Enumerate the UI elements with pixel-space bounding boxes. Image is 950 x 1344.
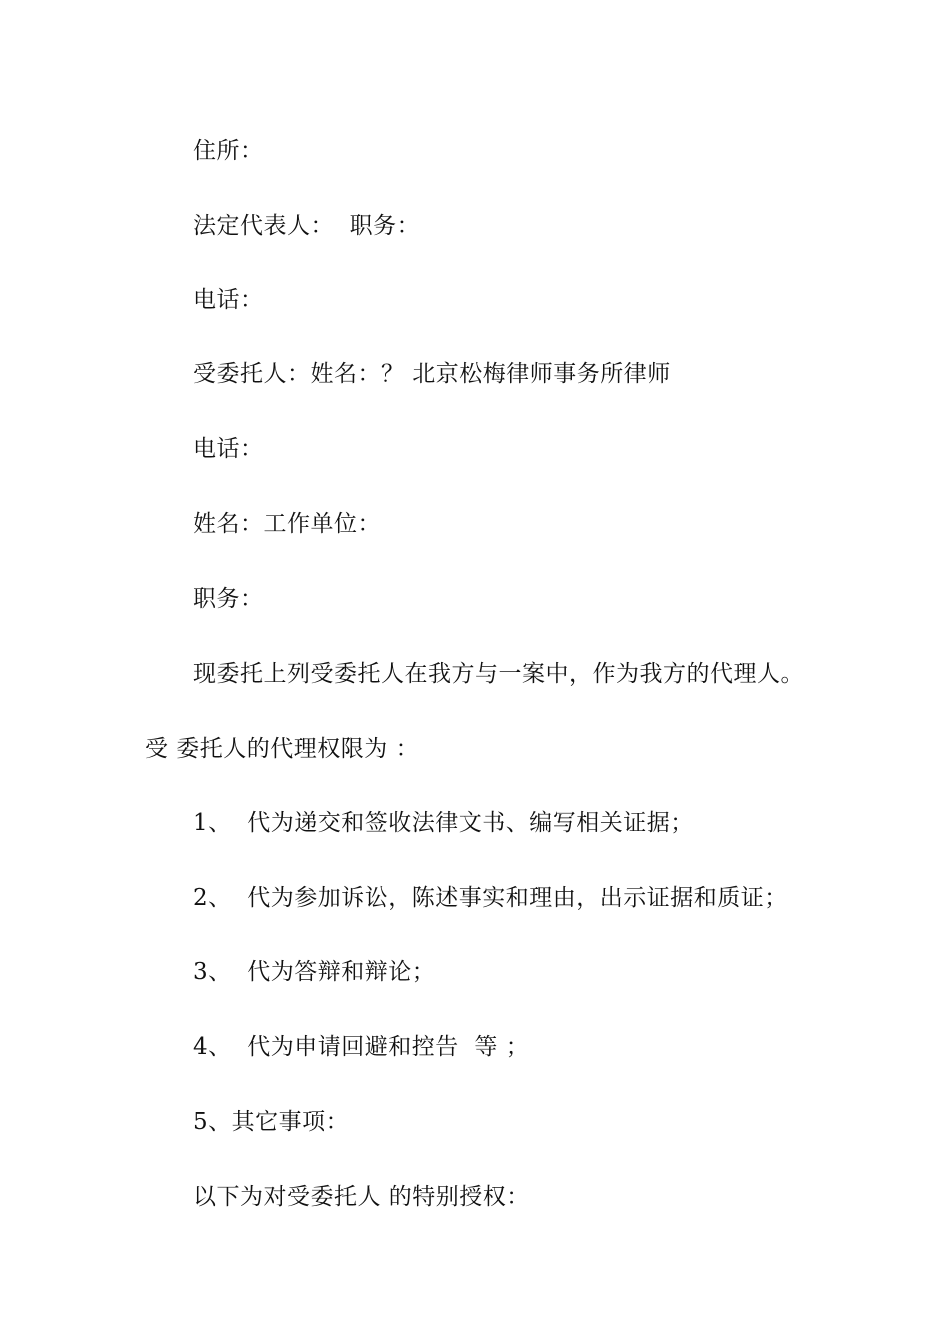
authority-item-1: 1、 代为递交和签收法律文书、编写相关证据；	[193, 810, 694, 836]
authority-item-3: 3、 代为答辩和辩论；	[193, 959, 436, 985]
phone-line: 电话：	[193, 287, 264, 313]
authorization-statement: 现委托上列受委托人在我方与一案中，作为我方的代理人。	[193, 661, 804, 687]
authority-item-5: 5、其它事项：	[193, 1109, 350, 1135]
second-agent-name-line: 姓名：工作单位：	[193, 511, 381, 537]
position-line: 职务：	[193, 586, 264, 612]
special-authorization-line: 以下为对受委托人 的特别授权：	[193, 1184, 530, 1210]
agent-phone-line: 电话：	[193, 436, 264, 462]
authority-scope-heading: 受 委托人的代理权限为 ：	[145, 736, 420, 762]
address-line: 住所：	[193, 138, 264, 164]
agent-name-line: 受委托人：姓名：？ 北京松梅律师事务所律师	[193, 361, 671, 387]
authority-item-4: 4、 代为申请回避和控告 等 ；	[193, 1034, 530, 1060]
authority-item-2: 2、 代为参加诉讼，陈述事实和理由，出示证据和质证；	[193, 885, 788, 911]
legal-representative-line: 法定代表人： 职务：	[193, 213, 421, 239]
